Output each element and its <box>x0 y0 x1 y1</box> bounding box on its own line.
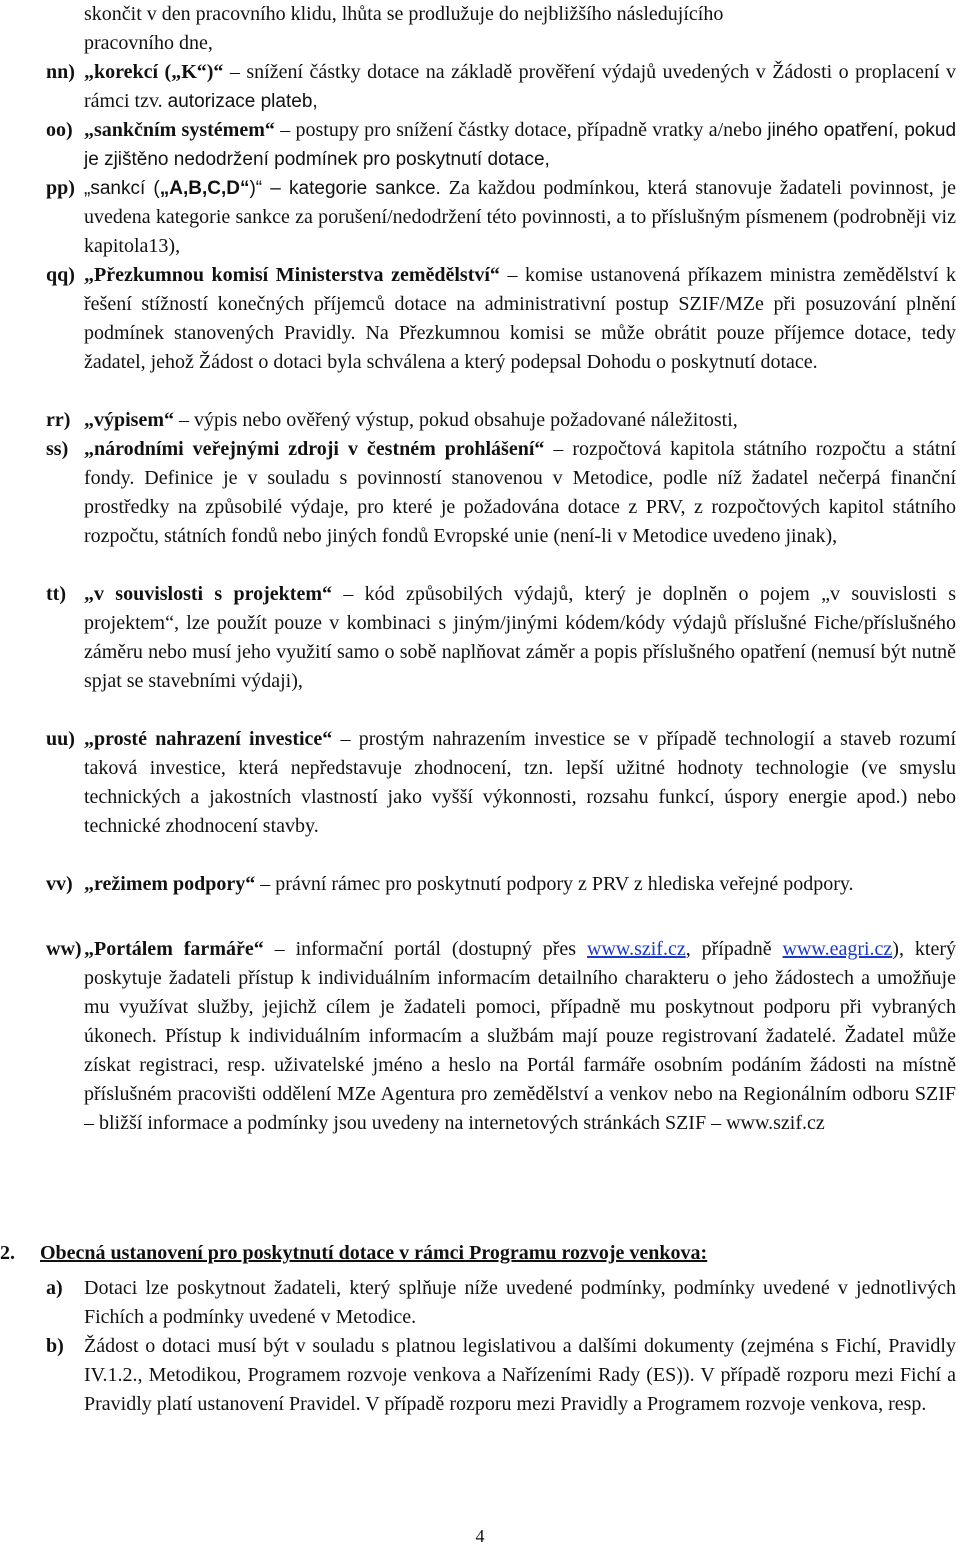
item-text <box>84 261 956 377</box>
item-body: komise ustanovená příkazem ministra zemědělství k řešení stížností konečných příjemců dotace na administrativní postup SZIF/MZe při posuzování plnění podmínek stanovených Pravidly. Na Přezkumnou komisi se může obrátit pouze příjemce dotace, tedy žadatel, jehož Žádost o dotaci byla schválena a který podepsal Dohodu o poskytnutí dotace. <box>84 264 957 373</box>
item-label: ss) <box>46 438 69 460</box>
item-body: informační portál (dostupný přes <box>295 938 588 960</box>
item-text <box>84 435 956 551</box>
item-body: rozpočtová kapitola státního rozpočtu a státní fondy. Definice je v souladu s povinností stanovenou v Metodice, podle níž žadatel nečerpá finanční prostředky na způsobilé výdaje, pro které je požadována dotace z PRV, z rozpočtových kapitol státního rozpočtu, státních fondů nebo jiných fondů Evropské unie (není-li v Metodice uvedeno jinak), <box>84 438 957 547</box>
item-label: rr) <box>46 409 71 431</box>
item-body: prostým nahrazením investice se v případě technologií a staveb rozumí taková investice, která nepředstavuje zhodnocení, tzn. lepší užitné hodnoty technologie (ve smyslu technických a jakostních vlastností jako vyšší výkonnosti, rozsahu funkcí, úspory energie apod.) nebo technické zhodnocení stavby. <box>84 728 957 837</box>
item-dash: – <box>332 728 359 750</box>
item-dash: – <box>255 873 276 895</box>
item-text <box>84 725 956 841</box>
item-body: kód způsobilých výdajů, který je doplněn o pojem „v souvislosti s projektem“, lze použít pouze v kombinaci s jiným/jinými kódem/kódy výdajů příslušné Fiche/příslušného záměru nebo musí jeho využití samo o sobě naplňovat záměr a popis příslušného opatření (nemusí být nutně spjat se stavebními výdaji), <box>84 583 956 692</box>
item-body: Za každou podmínkou, která stanovuje žadateli povinnost, je uvedena kategorie sankce za porušení/nedodržení této povinnosti, a to příslušným písmenem (podrobněji viz kapitola13), <box>84 177 957 257</box>
item-dash: – <box>174 409 194 431</box>
item-label: vv) <box>46 873 73 895</box>
subitem-label: a) <box>46 1277 63 1299</box>
item-dash: – <box>274 119 296 141</box>
continuation-line-1: skončit v den pracovního klidu, lhůta se prodlužuje do nejbližšího následujícího <box>84 3 724 25</box>
definition-item-nn <box>46 58 956 116</box>
definition-item-pp <box>46 174 956 261</box>
item-term: „A,B,C,D“ <box>159 178 250 199</box>
item-dash: – <box>499 264 526 286</box>
definition-item-vv <box>46 870 956 899</box>
item-body-sans: autorizace plateb, <box>167 91 318 112</box>
section-number: 2. <box>0 1242 15 1264</box>
item-body-sans: kategorie sankce. <box>289 178 441 199</box>
continuation-line-2: pracovního dne, <box>84 32 213 54</box>
subitem-b <box>46 1332 956 1419</box>
item-text <box>84 58 956 116</box>
section-title: Obecná ustanovení pro poskytnutí dotace v rámci Programu rozvoje venkova: <box>40 1242 708 1264</box>
item-body: ), který poskytuje žadateli přístup k individuálním informacím detailního charakteru o jeho žádostech a umožňuje mu využívat služby, jejichž cílem je žadateli pomoci, případně mu poskytnout podporu při vybraných úkonech. Přístup k individuálním informacím a službám mají pouze registrovaní žadatelé. Žadatel může získat registraci, resp. uživatelské jméno a heslo na Portál farmáře osobním podáním žádosti na místně příslušném pracovišti oddělení MZe Agentura pro zemědělství a venkov nebo na Regionálním odboru SZIF – bližší informace a podmínky jsou uvedeny na internetových stránkách SZIF – www.szif.cz <box>84 938 956 1134</box>
item-dash: – <box>263 938 296 960</box>
definition-item-rr <box>46 406 956 435</box>
subitem-label: b) <box>46 1335 64 1357</box>
definition-item-qq <box>46 261 956 377</box>
item-text <box>84 116 956 174</box>
item-term: „národními veřejnými zdroji v čestném prohlášení“ <box>84 438 545 460</box>
definition-item-ww <box>46 935 956 1138</box>
item-body-sans: jiného opatření, pokud je zjištěno nedodržení podmínek pro poskytnutí dotace, <box>84 120 957 170</box>
subitem-text: Žádost o dotaci musí být v souladu s platnou legislativou a dalšími dokumenty (zejména s Fichí, Pravidly IV.1.2., Metodikou, Programem rozvoje venkova a Nařízeními Rady (ES)). V případě rozporu mezi Fichí a Pravidly platí ustanovení Pravidel. V případě rozporu mezi Pravidly a Programem rozvoje venkova, resp. <box>84 1335 956 1415</box>
item-term-suffix: )“ <box>249 178 263 199</box>
item-body: snížení částky dotace na základě prověření výdajů uvedených v Žádosti o proplacení v rámci tzv. <box>84 61 957 112</box>
item-dash: – <box>262 178 290 199</box>
item-label: tt) <box>46 583 66 605</box>
item-term: „prosté nahrazení investice“ <box>84 728 333 750</box>
definition-item-ss <box>46 435 956 551</box>
definition-item-oo <box>46 116 956 174</box>
item-dash: – <box>544 438 573 460</box>
item-body: právní rámec pro poskytnutí podpory z PRV z hlediska veřejné podpory. <box>275 873 854 895</box>
definition-item-uu <box>46 725 956 841</box>
item-term-prefix: „sankcí ( <box>84 178 160 199</box>
item-label: nn) <box>46 61 75 83</box>
definition-item-tt <box>46 580 956 696</box>
item-label: pp) <box>46 177 75 199</box>
item-text <box>84 935 956 1138</box>
item-term: „Portálem farmáře“ <box>84 938 264 960</box>
item-label: uu) <box>46 728 75 750</box>
subitem-a <box>46 1274 956 1332</box>
item-text <box>84 870 956 899</box>
item-body: výpis nebo ověřený výstup, pokud obsahuje požadované náležitosti, <box>194 409 738 431</box>
item-label: ww) <box>46 938 82 960</box>
item-label: oo) <box>46 119 73 141</box>
item-term: „korekcí („K“)“ <box>84 61 224 83</box>
link-eagri[interactable]: www.eagri.cz <box>782 938 893 960</box>
item-text <box>84 580 956 696</box>
item-body: postupy pro snížení částky dotace, případně vratky a/nebo <box>295 119 768 141</box>
item-dash: – <box>332 583 365 605</box>
continuation-text <box>84 0 956 58</box>
item-dash: – <box>223 61 247 83</box>
page-number: 4 <box>475 1526 485 1546</box>
item-body: , případně <box>685 938 783 960</box>
item-text <box>84 174 956 261</box>
subitem-text: Dotaci lze poskytnout žadateli, který splňuje níže uvedené podmínky, podmínky uvedené v jednotlivých Fichích a podmínky uvedené v Metodice. <box>84 1277 956 1328</box>
item-label: qq) <box>46 264 75 286</box>
item-term: „sankčním systémem“ <box>84 119 275 141</box>
item-term: „režimem podpory“ <box>84 873 256 895</box>
item-term: „Přezkumnou komisí Ministerstva zemědělství“ <box>84 264 500 286</box>
item-term: „v souvislosti s projektem“ <box>84 583 333 605</box>
item-text <box>84 406 956 435</box>
item-term: „výpisem“ <box>84 409 174 431</box>
link-szif[interactable]: www.szif.cz <box>587 938 686 960</box>
